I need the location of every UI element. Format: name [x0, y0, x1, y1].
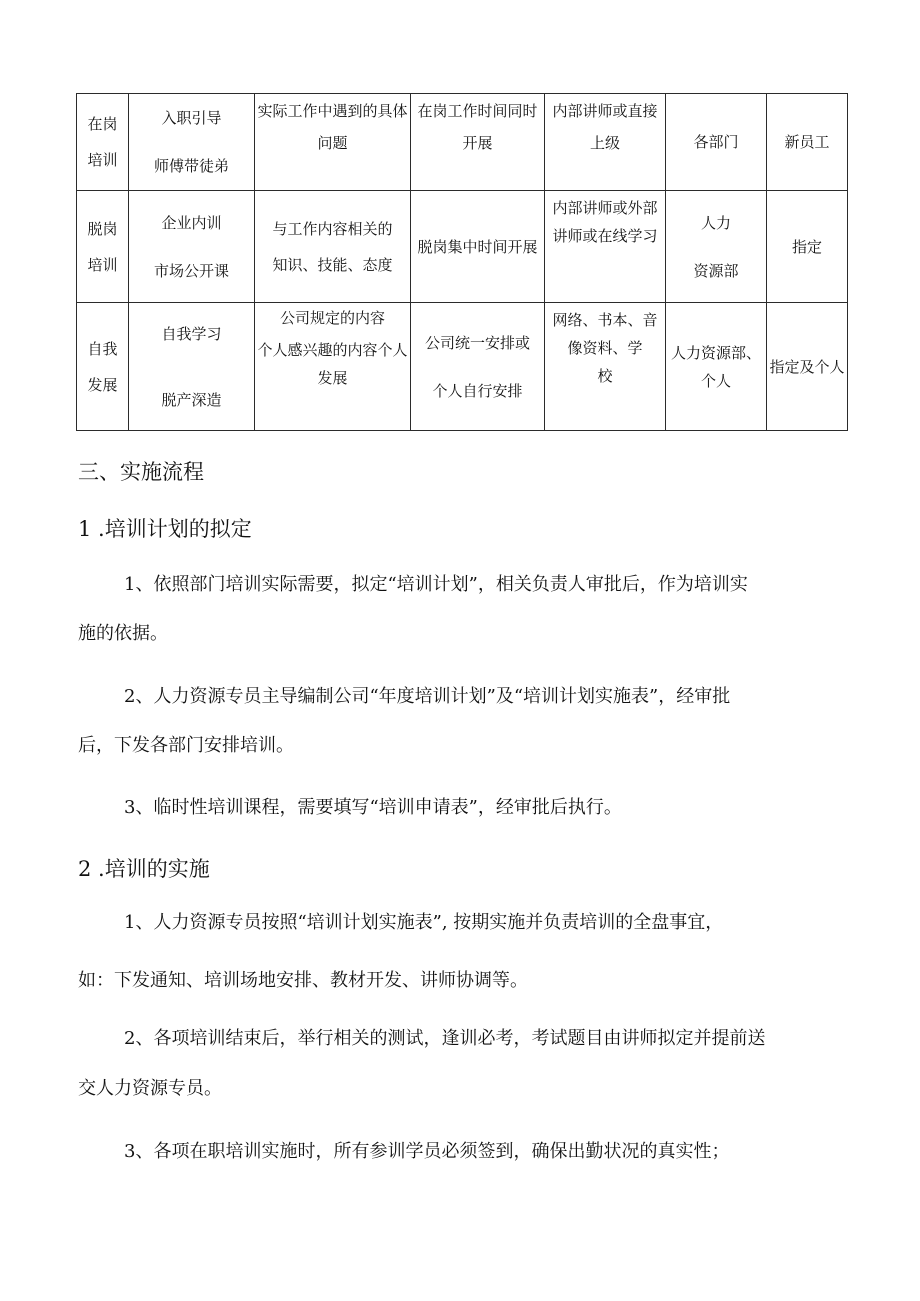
- table-cell: 实际工作中遇到的具体 问题: [255, 94, 411, 191]
- table-cell: 网络、书本、音 像资料、学 校: [545, 303, 666, 431]
- table-cell: 指定及个人: [767, 303, 848, 431]
- table-cell: 与工作内容相关的 知识、技能、态度: [255, 191, 411, 303]
- table-cell: 内部讲师或外部 讲师或在线学习: [545, 191, 666, 303]
- table-cell: 各部门: [666, 94, 767, 191]
- paragraph-line: 如：下发通知、培训场地安排、教材开发、讲师协调等。: [78, 970, 528, 991]
- paragraph-line: 1、依照部门培训实际需要，拟定“培训计划”，相关负责人审批后，作为培训实: [124, 574, 748, 595]
- table-cell: 自我学习 脱产深造: [129, 303, 255, 431]
- table-row: [77, 303, 848, 431]
- table-cell: 自我 发展: [77, 303, 129, 431]
- subsection-heading: 1 .培训计划的拟定: [78, 517, 252, 541]
- table-cell: 在岗工作时间同时 开展: [411, 94, 545, 191]
- paragraph-line: 3、各项在职培训实施时，所有参训学员必须签到，确保出勤状况的真实性；: [124, 1141, 730, 1162]
- table-row: [77, 94, 848, 191]
- table-cell: 企业内训 市场公开课: [129, 191, 255, 303]
- table-cell: 公司规定的内容 个人感兴趣的内容个人 发展: [255, 303, 411, 431]
- table-cell: 人力 资源部: [666, 191, 767, 303]
- paragraph-line: 交人力资源专员。: [78, 1078, 222, 1099]
- paragraph-line: 1、人力资源专员按照“培训计划实施表”, 按期实施并负责培训的全盘事宜，: [124, 912, 724, 933]
- table-cell: 在岗 培训: [77, 94, 129, 191]
- table-cell: 脱岗集中时间开展: [411, 191, 545, 303]
- paragraph-line: 施的依据。: [78, 623, 168, 644]
- section-heading: 三、实施流程: [78, 460, 204, 484]
- table-cell: 指定: [767, 191, 848, 303]
- table-cell: 人力资源部、 个人: [666, 303, 767, 431]
- subsection-heading: 2 .培训的实施: [78, 857, 210, 881]
- table-cell: 公司统一安排或 个人自行安排: [411, 303, 545, 431]
- table-cell: 内部讲师或直接 上级: [545, 94, 666, 191]
- paragraph-line: 后，下发各部门安排培训。: [78, 735, 294, 756]
- paragraph-line: 2、各项培训结束后，举行相关的测试，逢训必考，考试题目由讲师拟定并提前送: [124, 1028, 766, 1049]
- training-table: [76, 93, 848, 431]
- table-cell: 入职引导 师傅带徒弟: [129, 94, 255, 191]
- table-row: [77, 191, 848, 303]
- table-cell: 脱岗 培训: [77, 191, 129, 303]
- paragraph-line: 3、临时性培训课程，需要填写“培训申请表”，经审批后执行。: [124, 797, 622, 818]
- paragraph-line: 2、人力资源专员主导编制公司“年度培训计划”及“培训计划实施表”，经审批: [124, 686, 731, 707]
- table-cell: 新员工: [767, 94, 848, 191]
